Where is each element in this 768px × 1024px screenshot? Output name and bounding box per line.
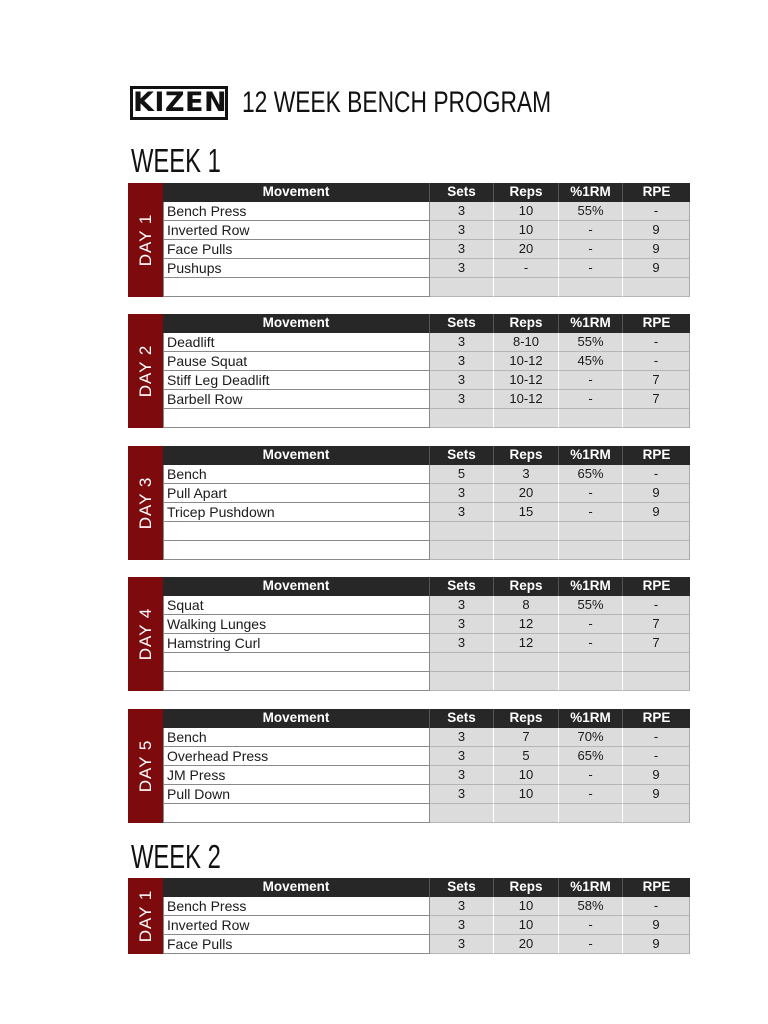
cell-pct-1rm: 45% bbox=[559, 352, 623, 371]
cell-sets: 3 bbox=[430, 935, 494, 954]
column-header-movement: Movement bbox=[163, 878, 430, 897]
column-header-sets: Sets bbox=[430, 577, 494, 596]
day-label bbox=[128, 183, 163, 297]
cell-rpe bbox=[623, 409, 690, 428]
cell-rpe bbox=[623, 278, 690, 297]
cell-reps: 10 bbox=[494, 916, 559, 935]
column-header-rpe: RPE bbox=[642, 578, 671, 593]
column-header-pct-1rm: %1RM bbox=[559, 314, 623, 333]
cell-pct-1rm: 65% bbox=[559, 747, 623, 766]
cell-reps: 10 bbox=[494, 897, 559, 916]
cell-reps: 20 bbox=[494, 240, 559, 259]
column-header-movement: Movement bbox=[163, 446, 430, 465]
column-header-reps: Reps bbox=[494, 183, 559, 202]
cell-movement: Face Pulls bbox=[163, 935, 430, 954]
column-header-movement: Movement bbox=[163, 577, 430, 596]
cell-rpe bbox=[623, 672, 690, 691]
cell-rpe: 7 bbox=[623, 634, 690, 653]
cell-movement: Pushups bbox=[163, 259, 430, 278]
cell-reps bbox=[494, 804, 559, 823]
cell-pct-1rm: - bbox=[559, 259, 623, 278]
cell-sets: 3 bbox=[430, 747, 494, 766]
day-table bbox=[128, 577, 690, 691]
table-row bbox=[163, 747, 690, 766]
cell-rpe: - bbox=[623, 728, 690, 747]
cell-reps bbox=[494, 672, 559, 691]
day-label bbox=[128, 709, 163, 823]
table-row bbox=[163, 409, 690, 428]
table-row bbox=[163, 935, 690, 954]
cell-sets: 3 bbox=[430, 390, 494, 409]
column-header-reps: Reps bbox=[494, 878, 559, 897]
cell-reps: 12 bbox=[494, 634, 559, 653]
day-label-text: DAY 1 bbox=[135, 213, 155, 267]
cell-movement bbox=[163, 672, 430, 691]
cell-movement: Bench bbox=[163, 465, 430, 484]
cell-rpe: 9 bbox=[623, 503, 690, 522]
cell-rpe: - bbox=[623, 747, 690, 766]
table-header-row bbox=[163, 446, 690, 465]
cell-rpe: - bbox=[623, 897, 690, 916]
cell-reps bbox=[494, 541, 559, 560]
column-header-sets: Sets bbox=[430, 878, 494, 897]
cell-reps bbox=[494, 522, 559, 541]
cell-pct-1rm: 55% bbox=[559, 202, 623, 221]
table-row bbox=[163, 672, 690, 691]
table-row bbox=[163, 804, 690, 823]
day-label bbox=[128, 314, 163, 428]
day-table bbox=[128, 709, 690, 823]
column-header-pct-1rm: %1RM bbox=[559, 183, 623, 202]
cell-rpe: 9 bbox=[623, 259, 690, 278]
table-header-row bbox=[163, 709, 690, 728]
cell-rpe: - bbox=[623, 333, 690, 352]
table-row bbox=[163, 278, 690, 297]
day-label bbox=[128, 446, 163, 560]
cell-sets: 3 bbox=[430, 371, 494, 390]
cell-movement bbox=[163, 522, 430, 541]
table-row bbox=[163, 371, 690, 390]
table-row bbox=[163, 202, 690, 221]
day-table bbox=[128, 183, 690, 297]
exercise-grid bbox=[163, 878, 690, 954]
table-header-row bbox=[163, 878, 690, 897]
column-header-sets: Sets bbox=[430, 446, 494, 465]
table-row bbox=[163, 653, 690, 672]
cell-pct-1rm: - bbox=[559, 785, 623, 804]
cell-sets bbox=[430, 653, 494, 672]
table-row bbox=[163, 916, 690, 935]
table-row bbox=[163, 897, 690, 916]
cell-sets bbox=[430, 804, 494, 823]
cell-sets: 3 bbox=[430, 333, 494, 352]
cell-sets: 3 bbox=[430, 728, 494, 747]
cell-reps: 8 bbox=[494, 596, 559, 615]
cell-movement: Stiff Leg Deadlift bbox=[163, 371, 430, 390]
cell-rpe: 9 bbox=[623, 766, 690, 785]
cell-movement: Pull Down bbox=[163, 785, 430, 804]
table-header-row bbox=[163, 577, 690, 596]
cell-pct-1rm: - bbox=[559, 503, 623, 522]
cell-movement: Overhead Press bbox=[163, 747, 430, 766]
cell-movement bbox=[163, 278, 430, 297]
cell-rpe: 7 bbox=[623, 371, 690, 390]
table-row bbox=[163, 596, 690, 615]
cell-movement: Walking Lunges bbox=[163, 615, 430, 634]
table-row bbox=[163, 465, 690, 484]
cell-rpe: 7 bbox=[623, 390, 690, 409]
cell-reps: 20 bbox=[494, 935, 559, 954]
cell-movement: Bench bbox=[163, 728, 430, 747]
cell-movement: Inverted Row bbox=[163, 916, 430, 935]
table-row bbox=[163, 503, 690, 522]
table-row bbox=[163, 221, 690, 240]
table-row bbox=[163, 352, 690, 371]
cell-sets: 3 bbox=[430, 259, 494, 278]
cell-sets bbox=[430, 522, 494, 541]
exercise-grid bbox=[163, 577, 690, 691]
cell-movement bbox=[163, 409, 430, 428]
table-row bbox=[163, 615, 690, 634]
cell-sets: 3 bbox=[430, 897, 494, 916]
cell-pct-1rm: - bbox=[559, 615, 623, 634]
table-row bbox=[163, 390, 690, 409]
column-header-movement: Movement bbox=[163, 314, 430, 333]
day-table bbox=[128, 446, 690, 560]
table-header-row bbox=[163, 314, 690, 333]
table-row bbox=[163, 333, 690, 352]
table-row bbox=[163, 634, 690, 653]
cell-rpe: 9 bbox=[623, 484, 690, 503]
cell-rpe bbox=[623, 804, 690, 823]
column-header-reps: Reps bbox=[494, 314, 559, 333]
day-label-text: DAY 3 bbox=[135, 476, 155, 530]
day-label bbox=[128, 878, 163, 954]
cell-pct-1rm: - bbox=[559, 390, 623, 409]
cell-sets bbox=[430, 541, 494, 560]
table-row bbox=[163, 785, 690, 804]
cell-pct-1rm: - bbox=[559, 935, 623, 954]
kizen-logo: KIZEN bbox=[130, 86, 228, 120]
cell-rpe: - bbox=[623, 352, 690, 371]
cell-sets: 3 bbox=[430, 596, 494, 615]
column-header-sets: Sets bbox=[430, 183, 494, 202]
cell-reps: 10 bbox=[494, 766, 559, 785]
cell-reps bbox=[494, 409, 559, 428]
cell-pct-1rm: 55% bbox=[559, 333, 623, 352]
cell-movement: Pull Apart bbox=[163, 484, 430, 503]
cell-pct-1rm: - bbox=[559, 221, 623, 240]
cell-sets: 3 bbox=[430, 352, 494, 371]
cell-sets: 3 bbox=[430, 202, 494, 221]
cell-rpe: - bbox=[623, 202, 690, 221]
exercise-grid bbox=[163, 314, 690, 428]
table-row bbox=[163, 541, 690, 560]
cell-rpe: 9 bbox=[623, 240, 690, 259]
day-table bbox=[128, 878, 690, 954]
cell-reps: 12 bbox=[494, 615, 559, 634]
cell-pct-1rm bbox=[559, 541, 623, 560]
column-header-movement: Movement bbox=[163, 183, 430, 202]
column-header-rpe: RPE bbox=[642, 315, 671, 330]
program-title: 12 WEEK BENCH PROGRAM bbox=[242, 86, 552, 119]
cell-movement: Deadlift bbox=[163, 333, 430, 352]
cell-movement: Pause Squat bbox=[163, 352, 430, 371]
column-header-pct-1rm: %1RM bbox=[559, 446, 623, 465]
cell-sets bbox=[430, 672, 494, 691]
table-row bbox=[163, 259, 690, 278]
exercise-grid bbox=[163, 183, 690, 297]
exercise-grid bbox=[163, 709, 690, 823]
cell-rpe: - bbox=[623, 596, 690, 615]
cell-pct-1rm: 58% bbox=[559, 897, 623, 916]
cell-rpe: - bbox=[623, 465, 690, 484]
cell-pct-1rm: - bbox=[559, 371, 623, 390]
column-header-reps: Reps bbox=[494, 446, 559, 465]
column-header-pct-1rm: %1RM bbox=[559, 577, 623, 596]
column-header-rpe: RPE bbox=[642, 184, 671, 199]
week-title: WEEK 2 bbox=[131, 838, 221, 875]
cell-sets: 3 bbox=[430, 503, 494, 522]
cell-pct-1rm: - bbox=[559, 484, 623, 503]
column-header-sets: Sets bbox=[430, 314, 494, 333]
cell-sets bbox=[430, 409, 494, 428]
cell-movement bbox=[163, 653, 430, 672]
cell-movement: Bench Press bbox=[163, 202, 430, 221]
cell-reps: 20 bbox=[494, 484, 559, 503]
day-label-text: DAY 1 bbox=[135, 889, 155, 943]
exercise-grid bbox=[163, 446, 690, 560]
cell-reps: 10 bbox=[494, 785, 559, 804]
cell-reps: 10 bbox=[494, 221, 559, 240]
cell-reps: 8-10 bbox=[494, 333, 559, 352]
table-row bbox=[163, 240, 690, 259]
column-header-pct-1rm: %1RM bbox=[559, 709, 623, 728]
cell-reps: - bbox=[494, 259, 559, 278]
cell-sets: 3 bbox=[430, 766, 494, 785]
cell-pct-1rm bbox=[559, 672, 623, 691]
cell-sets bbox=[430, 278, 494, 297]
column-header-reps: Reps bbox=[494, 577, 559, 596]
table-row bbox=[163, 522, 690, 541]
cell-rpe bbox=[623, 541, 690, 560]
cell-sets: 3 bbox=[430, 916, 494, 935]
day-label-text: DAY 4 bbox=[135, 607, 155, 661]
day-label bbox=[128, 577, 163, 691]
cell-sets: 3 bbox=[430, 484, 494, 503]
cell-rpe: 7 bbox=[623, 615, 690, 634]
cell-pct-1rm bbox=[559, 653, 623, 672]
cell-rpe: 9 bbox=[623, 916, 690, 935]
cell-movement: JM Press bbox=[163, 766, 430, 785]
cell-reps bbox=[494, 653, 559, 672]
cell-reps: 10-12 bbox=[494, 390, 559, 409]
cell-movement: Hamstring Curl bbox=[163, 634, 430, 653]
cell-pct-1rm bbox=[559, 522, 623, 541]
cell-movement: Tricep Pushdown bbox=[163, 503, 430, 522]
cell-pct-1rm: - bbox=[559, 240, 623, 259]
cell-movement bbox=[163, 541, 430, 560]
cell-movement: Bench Press bbox=[163, 897, 430, 916]
cell-rpe: 9 bbox=[623, 935, 690, 954]
table-row bbox=[163, 484, 690, 503]
cell-sets: 3 bbox=[430, 221, 494, 240]
week-title: WEEK 1 bbox=[131, 142, 221, 179]
cell-pct-1rm: - bbox=[559, 634, 623, 653]
cell-pct-1rm bbox=[559, 409, 623, 428]
cell-pct-1rm bbox=[559, 804, 623, 823]
cell-pct-1rm: 55% bbox=[559, 596, 623, 615]
cell-pct-1rm bbox=[559, 278, 623, 297]
column-header-reps: Reps bbox=[494, 709, 559, 728]
cell-pct-1rm: - bbox=[559, 916, 623, 935]
cell-reps bbox=[494, 278, 559, 297]
cell-pct-1rm: 70% bbox=[559, 728, 623, 747]
table-row bbox=[163, 728, 690, 747]
day-table bbox=[128, 314, 690, 428]
cell-sets: 3 bbox=[430, 615, 494, 634]
cell-rpe: 9 bbox=[623, 785, 690, 804]
day-label-text: DAY 5 bbox=[135, 739, 155, 793]
cell-rpe: 9 bbox=[623, 221, 690, 240]
column-header-rpe: RPE bbox=[642, 447, 671, 462]
table-row bbox=[163, 766, 690, 785]
cell-movement: Squat bbox=[163, 596, 430, 615]
cell-sets: 3 bbox=[430, 240, 494, 259]
column-header-movement: Movement bbox=[163, 709, 430, 728]
cell-reps: 5 bbox=[494, 747, 559, 766]
cell-reps: 10-12 bbox=[494, 352, 559, 371]
cell-sets: 3 bbox=[430, 785, 494, 804]
cell-reps: 10 bbox=[494, 202, 559, 221]
cell-reps: 10-12 bbox=[494, 371, 559, 390]
cell-movement: Barbell Row bbox=[163, 390, 430, 409]
day-label-text: DAY 2 bbox=[135, 344, 155, 398]
cell-reps: 3 bbox=[494, 465, 559, 484]
cell-movement: Inverted Row bbox=[163, 221, 430, 240]
column-header-rpe: RPE bbox=[642, 710, 671, 725]
column-header-pct-1rm: %1RM bbox=[559, 878, 623, 897]
cell-pct-1rm: 65% bbox=[559, 465, 623, 484]
cell-reps: 15 bbox=[494, 503, 559, 522]
cell-sets: 3 bbox=[430, 634, 494, 653]
cell-pct-1rm: - bbox=[559, 766, 623, 785]
cell-rpe bbox=[623, 522, 690, 541]
cell-reps: 7 bbox=[494, 728, 559, 747]
cell-movement: Face Pulls bbox=[163, 240, 430, 259]
column-header-rpe: RPE bbox=[642, 879, 671, 894]
document-header bbox=[130, 86, 730, 126]
cell-movement bbox=[163, 804, 430, 823]
cell-sets: 5 bbox=[430, 465, 494, 484]
cell-rpe bbox=[623, 653, 690, 672]
column-header-sets: Sets bbox=[430, 709, 494, 728]
table-header-row bbox=[163, 183, 690, 202]
